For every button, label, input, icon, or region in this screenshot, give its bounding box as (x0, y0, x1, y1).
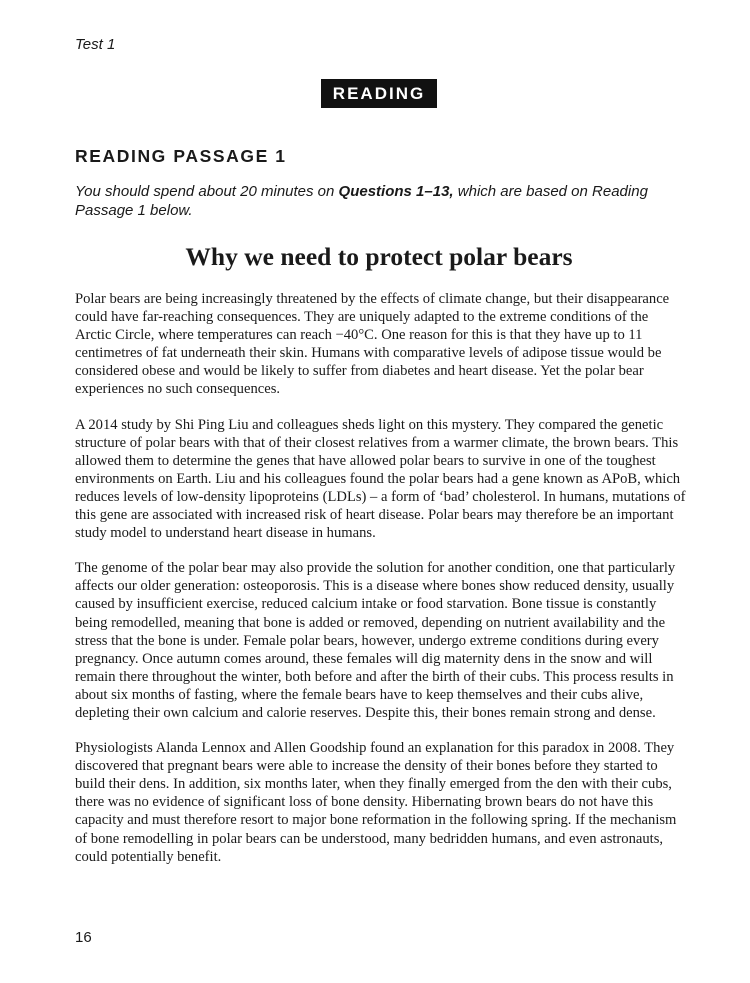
paragraph-3: The genome of the polar bear may also provide the solution for another condition, one that particularly affects our older generation: osteoporosis. This is a disease where bones show reduced density, usually caused by insufficient exercise, reduced calcium intake or food starvation. Bone tissue is constantly being remodelled, meaning that bone is added or removed, depending on nutrient availability and the stress that the bone is under. Female polar bears, however, undergo extreme conditions during every pregnancy. Once autumn comes around, these females will dig maternity dens in the snow and will remain there throughout the winter, both before and after the birth of their cubs. This process results in about six months of fasting, where the female bears have to keep themselves and their cubs alive, depleting their own calcium and calorie reserves. Despite this, their bones remain strong and dense. (75, 560, 676, 721)
passage-title: READING PASSAGE 1 (75, 146, 287, 166)
paragraph-2: A 2014 study by Shi Ping Liu and colleagues sheds light on this mystery. They compared the genetic structure of polar bears with that of their closest relatives from a warmer climate, the brown bears. This allowed them to determine the genes that have allowed polar bears to survive in one of the toughest environments on Earth. Liu and his colleagues found the polar bears had a gene known as APoB, which reduces levels of low-density lipoproteins (LDLs) – a form of ‘bad’ cholesterol. In humans, mutations of this gene are associated with increased risk of heart disease. Polar bears may therefore be an important study model to understand heart disease in humans. (75, 416, 686, 542)
instructions-suffix: which are based on Reading Passage 1 below. (75, 183, 648, 219)
instructions-questions: Questions 1–13, (338, 183, 454, 200)
article-body (75, 290, 687, 883)
passage-instructions (75, 182, 685, 220)
test-label: Test 1 (75, 36, 116, 53)
paragraph-1: Polar bears are being increasingly threatened by the effects of climate change, but their disappearance could have far-reaching consequences. They are uniquely adapted to the extreme conditions of the Arctic Circle, where temperatures can reach −40°C. One reason for this is that they have up to 11 centimetres of fat underneath their skin. Humans with comparative levels of adipose tissue would be considered obese and would be likely to suffer from diabetes and heart disease. Yet the polar bear experiences no such consequences. (75, 291, 670, 398)
page-number: 16 (75, 929, 92, 946)
article-title: Why we need to protect polar bears (185, 242, 573, 271)
instructions-prefix: You should spend about 20 minutes on (75, 183, 339, 200)
section-banner: READING (321, 79, 437, 108)
paragraph-4: Physiologists Alanda Lennox and Allen Goodship found an explanation for this paradox in 2008. They discovered that pregnant bears were able to increase the density of their bones before they started to build their dens. In addition, six months later, when they finally emerged from the den with their cubs, there was no evidence of significant loss of bone density. Hibernating brown bears do not have this capacity and must therefore resort to major bone reformation in the following spring. If the mechanism of bone remodelling in polar bears can be understood, many bedridden humans, and even astronauts, could potentially benefit. (75, 740, 677, 865)
